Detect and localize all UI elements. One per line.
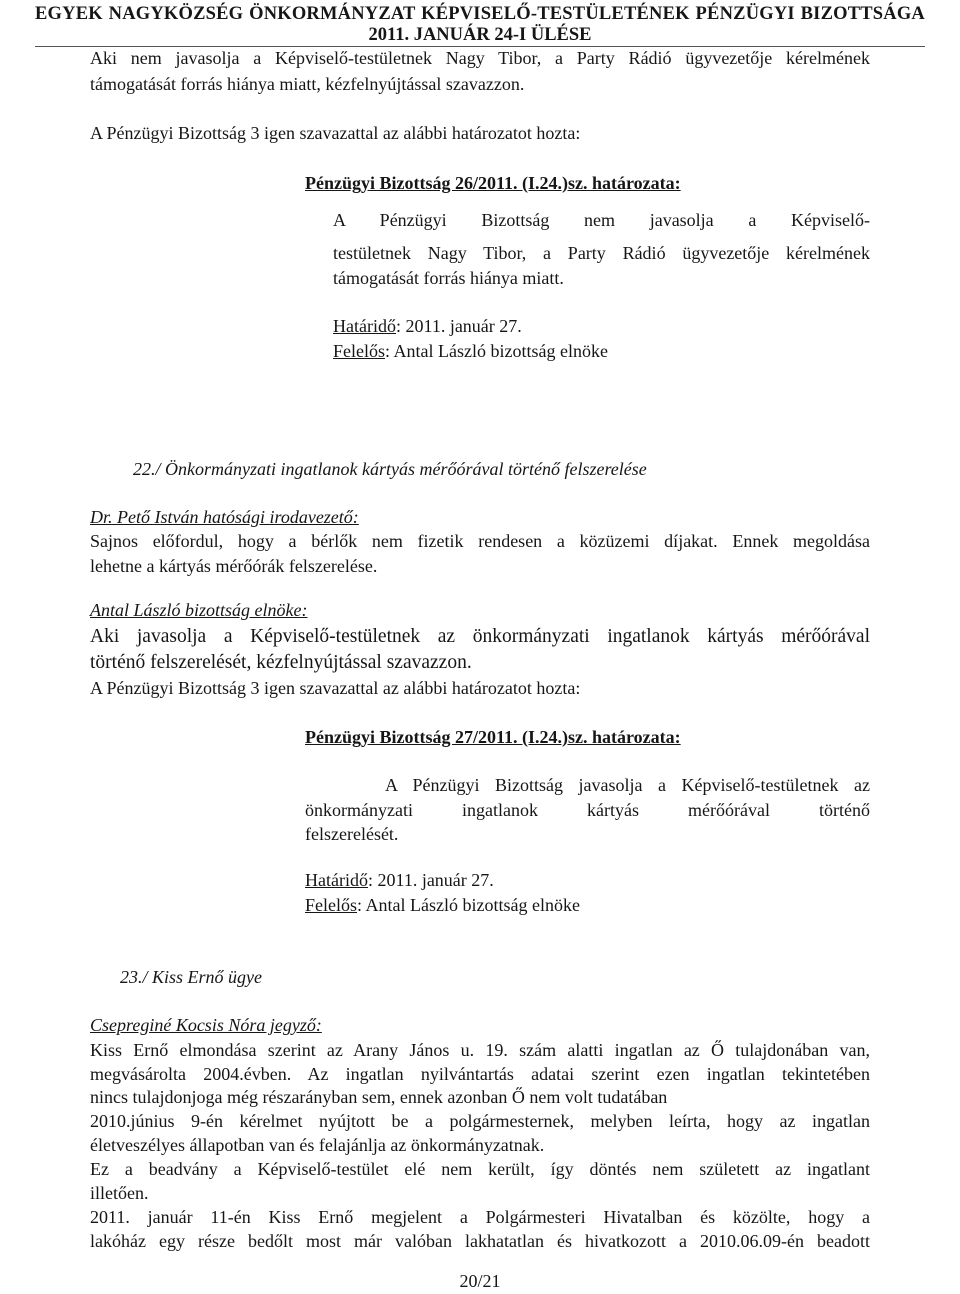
responsible-line xyxy=(333,339,608,363)
agenda-item-title: 22./ Önkormányzati ingatlanok kártyás mérőórával történő felszerelése xyxy=(133,459,647,479)
resolution-line: testületnek Nagy Tibor, a Party Rádió ügyvezetője kérelmének xyxy=(333,243,870,263)
paragraph-line: életveszélyes állapotban van és felajánlja az önkormányzatnak. xyxy=(90,1135,545,1155)
paragraph-line: illetően. xyxy=(90,1183,149,1203)
paragraph-line: megvásárolta 2004.évben. Az ingatlan nyilvántartás adatai szerint ezen ingatlan tekintetében xyxy=(90,1064,870,1084)
paragraph-line: támogatását forrás hiánya miatt, kézfelnyújtással szavazzon. xyxy=(90,74,525,94)
paragraph-line: Sajnos előfordul, hogy a bérlők nem fizetik rendesen a közüzemi díjakat. Ennek megoldása xyxy=(90,531,870,551)
paragraph-line: lakóház egy része bedőlt most már valóban lakhatatlan és hivatkozott a 2010.06.09-én beadott xyxy=(90,1231,870,1251)
resolution-line: támogatását forrás hiánya miatt. xyxy=(333,268,564,288)
page-number: 20/21 xyxy=(459,1271,501,1291)
speaker-name: Dr. Pető István hatósági irodavezető: xyxy=(90,507,359,527)
paragraph-line: történő felszerelését, kézfelnyújtással szavazzon. xyxy=(90,652,472,673)
speaker-name: Csepreginé Kocsis Nóra jegyző: xyxy=(90,1015,322,1035)
responsible-label: Felelős xyxy=(305,895,357,915)
vote-statement: A Pénzügyi Bizottság 3 igen szavazattal az alábbi határozatot hozta: xyxy=(90,123,581,143)
deadline-value: : 2011. január 27. xyxy=(367,870,494,890)
resolution-line: felszerelését. xyxy=(305,824,399,844)
paragraph-line: Aki javasolja a Képviselő-testületnek az önkormányzati ingatlanok kártyás mérőórával xyxy=(90,626,870,647)
paragraph-line: 2010.június 9-én kérelmet nyújtott be a polgármesternek, melyben leírta, hogy az ingatlan xyxy=(90,1111,870,1131)
paragraph-line: nincs tulajdonjoga még részarányban sem, ennek azonban Ő nem volt tudatában xyxy=(90,1087,668,1107)
agenda-item-title: 23./ Kiss Ernő ügye xyxy=(120,967,262,987)
resolution-line: önkormányzati ingatlanok kártyás mérőórával történő xyxy=(305,800,870,820)
deadline-line xyxy=(333,314,522,338)
responsible-line xyxy=(305,893,580,917)
responsible-value: : Antal László bizottság elnöke xyxy=(385,341,608,361)
deadline-label: Határidő xyxy=(333,316,396,336)
document-header-session: 2011. JANUÁR 24-I ÜLÉSE xyxy=(368,25,592,45)
resolution-line: A Pénzügyi Bizottság nem javasolja a Képviselő- xyxy=(333,210,870,230)
deadline-value: : 2011. január 27. xyxy=(395,316,522,336)
speaker-name: Antal László bizottság elnöke: xyxy=(90,600,308,620)
document-header-title: EGYEK NAGYKÖZSÉG ÖNKORMÁNYZAT KÉPVISELŐ-TESTÜLETÉNEK PÉNZÜGYI BIZOTTSÁGA xyxy=(35,4,925,24)
responsible-label: Felelős xyxy=(333,341,385,361)
vote-statement: A Pénzügyi Bizottság 3 igen szavazattal az alábbi határozatot hozta: xyxy=(90,678,581,698)
responsible-value: : Antal László bizottság elnöke xyxy=(357,895,580,915)
paragraph-line: Aki nem javasolja a Képviselő-testületnek Nagy Tibor, a Party Rádió ügyvezetője kérelmének xyxy=(90,48,870,68)
resolution-title: Pénzügyi Bizottság 26/2011. (I.24.)sz. határozata: xyxy=(305,173,681,193)
resolution-title: Pénzügyi Bizottság 27/2011. (I.24.)sz. határozata: xyxy=(305,727,681,747)
paragraph-line: lehetne a kártyás mérőórák felszerelése. xyxy=(90,556,378,576)
paragraph-line: Ez a beadvány a Képviselő-testület elé nem került, így döntés nem született az ingatlant xyxy=(90,1159,870,1179)
paragraph-line: 2011. január 11-én Kiss Ernő megjelent a Polgármesteri Hivatalban és közölte, hogy a xyxy=(90,1207,870,1227)
deadline-line xyxy=(305,868,494,892)
paragraph-line: Kiss Ernő elmondása szerint az Arany János u. 19. szám alatti ingatlan az Ő tulajdonában van, xyxy=(90,1040,870,1060)
resolution-line: A Pénzügyi Bizottság javasolja a Képviselő-testületnek az xyxy=(385,775,870,795)
deadline-label: Határidő xyxy=(305,870,368,890)
